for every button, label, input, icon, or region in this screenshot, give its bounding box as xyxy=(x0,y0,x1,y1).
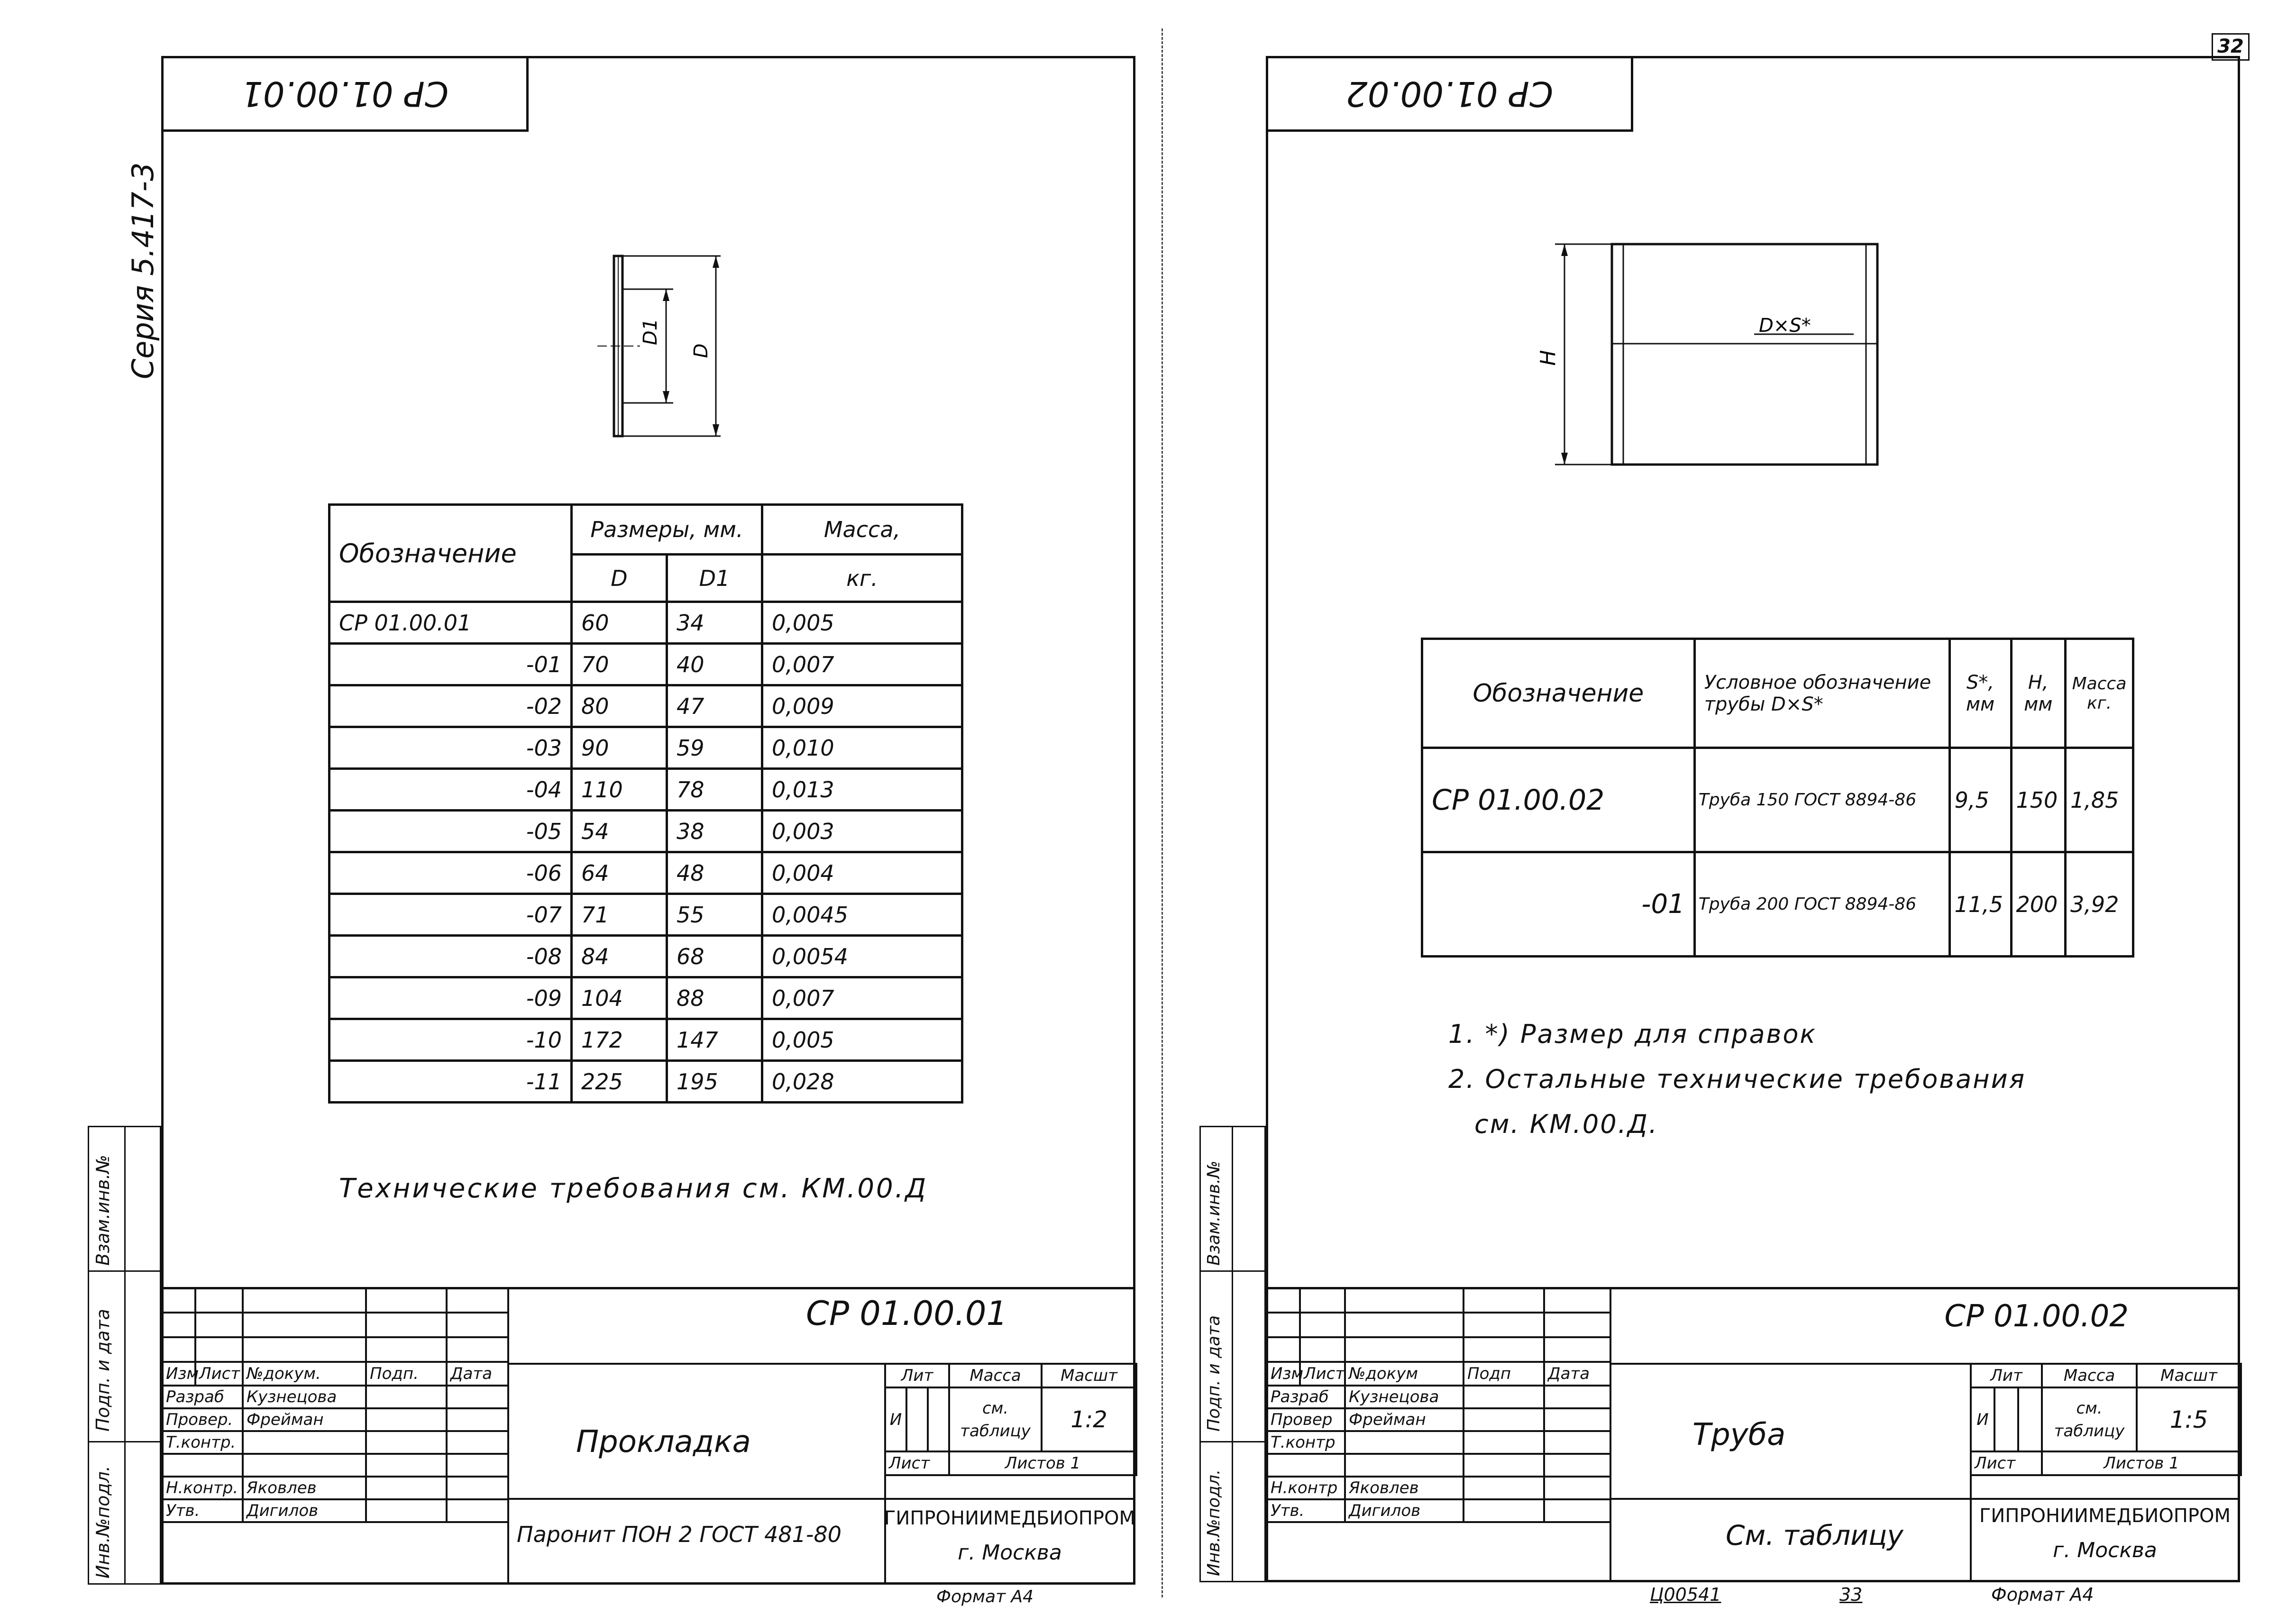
signature-nkontr xyxy=(1464,1477,1544,1499)
mass-label: Масса xyxy=(949,1364,1042,1387)
right-spec-table xyxy=(1421,638,2134,958)
sheet-label: Лист xyxy=(885,1451,949,1475)
right-tb-name: Труба xyxy=(1692,1417,1786,1452)
cell-d: 172 xyxy=(572,1019,667,1061)
lit-label: Лит xyxy=(1971,1364,2042,1387)
cell-d: 84 xyxy=(572,936,667,977)
cell-d: 60 xyxy=(572,602,667,644)
left-tb-name: Прокладка xyxy=(576,1424,751,1460)
name-utv: Дигилов xyxy=(1345,1499,1464,1522)
role-prover: Провер. xyxy=(162,1408,243,1431)
cell-d: 225 xyxy=(572,1061,667,1103)
th-mass: Масса кг. xyxy=(2066,639,2133,748)
cell-mass: 0,010 xyxy=(762,727,962,769)
th-s: S*, мм xyxy=(1949,639,2011,748)
signature-utv xyxy=(1464,1499,1544,1522)
left-tb-city: г. Москва xyxy=(958,1541,1062,1565)
left-stamp-inv: Инв.№подл. xyxy=(92,1465,113,1578)
name-tkontr xyxy=(243,1431,366,1454)
right-stamp-inv: Инв.№подл. xyxy=(1204,1469,1224,1576)
right-signature-grid xyxy=(1266,1287,1611,1523)
hdr-izm: Изм xyxy=(162,1362,195,1386)
role-nkontr: Н.контр. xyxy=(162,1477,243,1499)
scale-label: Масшт xyxy=(1042,1364,1136,1387)
signature-utv xyxy=(366,1499,447,1522)
table-row: -11 xyxy=(329,1061,572,1103)
mass-value: см. таблицу xyxy=(2042,1387,2137,1451)
name-utv: Дигилов xyxy=(243,1499,366,1522)
right-tb-material: См. таблицу xyxy=(1726,1519,1903,1551)
right-tb-lit-grid xyxy=(1970,1363,2242,1476)
cell-mass: 0,004 xyxy=(762,852,962,894)
cell-mass: 0,0054 xyxy=(762,936,962,977)
cell-mass: 0,009 xyxy=(762,685,962,727)
name-nkontr: Яковлев xyxy=(1345,1477,1464,1499)
right-stamp-podp: Подп. и дата xyxy=(1204,1315,1224,1432)
right-tb-city: г. Москва xyxy=(2053,1538,2157,1562)
name-empty xyxy=(243,1454,366,1477)
left-note: Технические требования см. КМ.00.Д xyxy=(339,1173,928,1204)
cell-d1: 195 xyxy=(667,1061,762,1103)
signature-prover xyxy=(366,1408,447,1431)
cell-d: 64 xyxy=(572,852,667,894)
cell-d: 80 xyxy=(572,685,667,727)
cell-mass: 0,028 xyxy=(762,1061,962,1103)
lit-value: И xyxy=(1971,1387,1994,1451)
name-razrab: Кузнецова xyxy=(1345,1386,1464,1408)
cell-d: 54 xyxy=(572,811,667,852)
left-tb-lit-grid xyxy=(884,1363,1137,1476)
right-code-flipped: СР 01.00.02 xyxy=(1345,74,1554,114)
signature-razrab xyxy=(366,1386,447,1408)
page-number: 32 xyxy=(2217,36,2244,57)
left-tb-code: СР 01.00.01 xyxy=(805,1294,1007,1333)
cell-d1: 34 xyxy=(667,602,762,644)
right-tb-org: ГИПРОНИИМЕДБИОПРОМ xyxy=(1979,1505,2231,1527)
th-d: D xyxy=(572,555,667,602)
table-row: -09 xyxy=(329,977,572,1019)
table-row: -01 xyxy=(329,644,572,685)
left-tb-material: Паронит ПОН 2 ГОСТ 481-80 xyxy=(517,1522,842,1547)
hdr-data: Дата xyxy=(1544,1362,1610,1386)
name-empty xyxy=(1345,1454,1464,1477)
table-row: -10 xyxy=(329,1019,572,1061)
left-code-flipped: СР 01.00.01 xyxy=(241,74,449,114)
right-note-2: 2. Остальные технические требования xyxy=(1448,1064,2026,1094)
cell-d1: 55 xyxy=(667,894,762,936)
hdr-doc: №докум. xyxy=(243,1362,366,1386)
role-nkontr: Н.контр xyxy=(1267,1477,1345,1499)
table-row: -01 xyxy=(1422,852,1695,957)
cell-pipe: Труба 150 ГОСТ 8894-86 xyxy=(1694,748,1949,852)
signature-nkontr xyxy=(366,1477,447,1499)
hdr-doc: №докум xyxy=(1345,1362,1464,1386)
name-prover: Фрейман xyxy=(1345,1408,1464,1431)
role-utv: Утв. xyxy=(162,1499,243,1522)
role-tkontr: Т.контр xyxy=(1267,1431,1345,1454)
table-row: -06 xyxy=(329,852,572,894)
label-d: D xyxy=(690,343,712,358)
left-format: Формат А4 xyxy=(936,1587,1034,1606)
th-h: H, мм xyxy=(2011,639,2066,748)
role-utv: Утв. xyxy=(1267,1499,1345,1522)
right-code-box xyxy=(1266,56,1633,132)
mass-label: Масса xyxy=(2042,1364,2137,1387)
table-row: -03 xyxy=(329,727,572,769)
th-mass: Масса, xyxy=(762,505,962,555)
name-nkontr: Яковлев xyxy=(243,1477,366,1499)
th-dimensions: Размеры, мм. xyxy=(572,505,762,555)
th-designation: Обозначение xyxy=(329,505,572,602)
cell-mass: 0,007 xyxy=(762,977,962,1019)
label-h: H xyxy=(1536,350,1560,366)
pipe-drawing xyxy=(1493,232,1882,469)
cell-d1: 47 xyxy=(667,685,762,727)
archive-number: Ц00541 xyxy=(1650,1584,1721,1605)
cell-mass: 0,007 xyxy=(762,644,962,685)
th-d1: D1 xyxy=(667,555,762,602)
signature-razrab xyxy=(1464,1386,1544,1408)
cell-mass: 1,85 xyxy=(2066,748,2133,852)
cell-pipe: Труба 200 ГОСТ 8894-86 xyxy=(1694,852,1949,957)
cell-d1: 38 xyxy=(667,811,762,852)
cell-d1: 40 xyxy=(667,644,762,685)
name-razrab: Кузнецова xyxy=(243,1386,366,1408)
cell-h: 150 xyxy=(2011,748,2066,852)
right-note-3: см. КМ.00.Д. xyxy=(1474,1109,1659,1139)
table-row: -04 xyxy=(329,769,572,811)
role-razrab: Разраб xyxy=(162,1386,243,1408)
hdr-data: Дата xyxy=(447,1362,508,1386)
cell-d1: 68 xyxy=(667,936,762,977)
hdr-podp: Подп xyxy=(1464,1362,1544,1386)
cell-s: 9,5 xyxy=(1949,748,2011,852)
label-dxs: D×S* xyxy=(1759,315,1811,337)
table-row: -05 xyxy=(329,811,572,852)
table-row: СР 01.00.01 xyxy=(329,602,572,644)
cell-d1: 48 xyxy=(667,852,762,894)
cell-mass: 0,005 xyxy=(762,602,962,644)
cell-d1: 147 xyxy=(667,1019,762,1061)
role-tkontr: Т.контр. xyxy=(162,1431,243,1454)
left-tb-org: ГИПРОНИИМЕДБИОПРОМ xyxy=(884,1507,1135,1529)
sheets-label: Листов 1 xyxy=(2042,1451,2241,1475)
cell-h: 200 xyxy=(2011,852,2066,957)
role-razrab: Разраб xyxy=(1267,1386,1345,1408)
lit-value: И xyxy=(885,1387,906,1451)
cell-mass: 0,003 xyxy=(762,811,962,852)
cell-d: 70 xyxy=(572,644,667,685)
sheet-label: Лист xyxy=(1971,1451,2042,1475)
th-pipe: Условное обозначение трубы D×S* xyxy=(1694,639,1949,748)
hdr-podp: Подп. xyxy=(366,1362,447,1386)
role-prover: Провер xyxy=(1267,1408,1345,1431)
left-stamp-podp: Подп. и дата xyxy=(92,1309,113,1432)
cell-d: 104 xyxy=(572,977,667,1019)
name-prover: Фрейман xyxy=(243,1408,366,1431)
cell-s: 11,5 xyxy=(1949,852,2011,957)
left-signature-grid xyxy=(161,1287,509,1523)
archive-page: 33 xyxy=(1839,1584,1863,1605)
scale-value: 1:2 xyxy=(1042,1387,1136,1451)
left-code-box xyxy=(161,56,529,132)
hdr-list: Лист xyxy=(1300,1362,1345,1386)
label-d1: D1 xyxy=(640,318,661,346)
table-row: -08 xyxy=(329,936,572,977)
table-row: -02 xyxy=(329,685,572,727)
role-empty xyxy=(1267,1454,1345,1477)
cell-d1: 88 xyxy=(667,977,762,1019)
right-stamp-vzam: Взам.инв.№ xyxy=(1204,1160,1224,1266)
hdr-list: Лист xyxy=(195,1362,243,1386)
th-designation: Обозначение xyxy=(1422,639,1695,748)
cell-mass: 3,92 xyxy=(2066,852,2133,957)
series-label: Серия 5.417-3 xyxy=(126,162,160,379)
right-note-1: 1. *) Размер для справок xyxy=(1448,1019,1817,1049)
signature-prover xyxy=(1464,1408,1544,1431)
left-stamp-vzam: Взам.инв.№ xyxy=(92,1155,113,1266)
sheet-divider xyxy=(1162,28,1163,1597)
cell-d: 71 xyxy=(572,894,667,936)
left-spec-table xyxy=(328,503,963,1104)
cell-d1: 59 xyxy=(667,727,762,769)
name-tkontr xyxy=(1345,1431,1464,1454)
role-empty xyxy=(162,1454,243,1477)
th-mass-unit: кг. xyxy=(762,555,962,602)
hdr-izm: Изм xyxy=(1267,1362,1300,1386)
cell-d1: 78 xyxy=(667,769,762,811)
table-row: -07 xyxy=(329,894,572,936)
gasket-drawing xyxy=(559,237,749,465)
table-row: СР 01.00.02 xyxy=(1422,748,1695,852)
scale-label: Масшт xyxy=(2137,1364,2241,1387)
right-format: Формат А4 xyxy=(1991,1584,2094,1605)
right-tb-code: СР 01.00.02 xyxy=(1944,1299,2129,1334)
cell-d: 110 xyxy=(572,769,667,811)
scale-value: 1:5 xyxy=(2137,1387,2241,1451)
lit-label: Лит xyxy=(885,1364,949,1387)
sheets-label: Листов 1 xyxy=(949,1451,1136,1475)
mass-value: см. таблицу xyxy=(949,1387,1042,1451)
cell-mass: 0,013 xyxy=(762,769,962,811)
cell-mass: 0,005 xyxy=(762,1019,962,1061)
cell-d: 90 xyxy=(572,727,667,769)
cell-mass: 0,0045 xyxy=(762,894,962,936)
